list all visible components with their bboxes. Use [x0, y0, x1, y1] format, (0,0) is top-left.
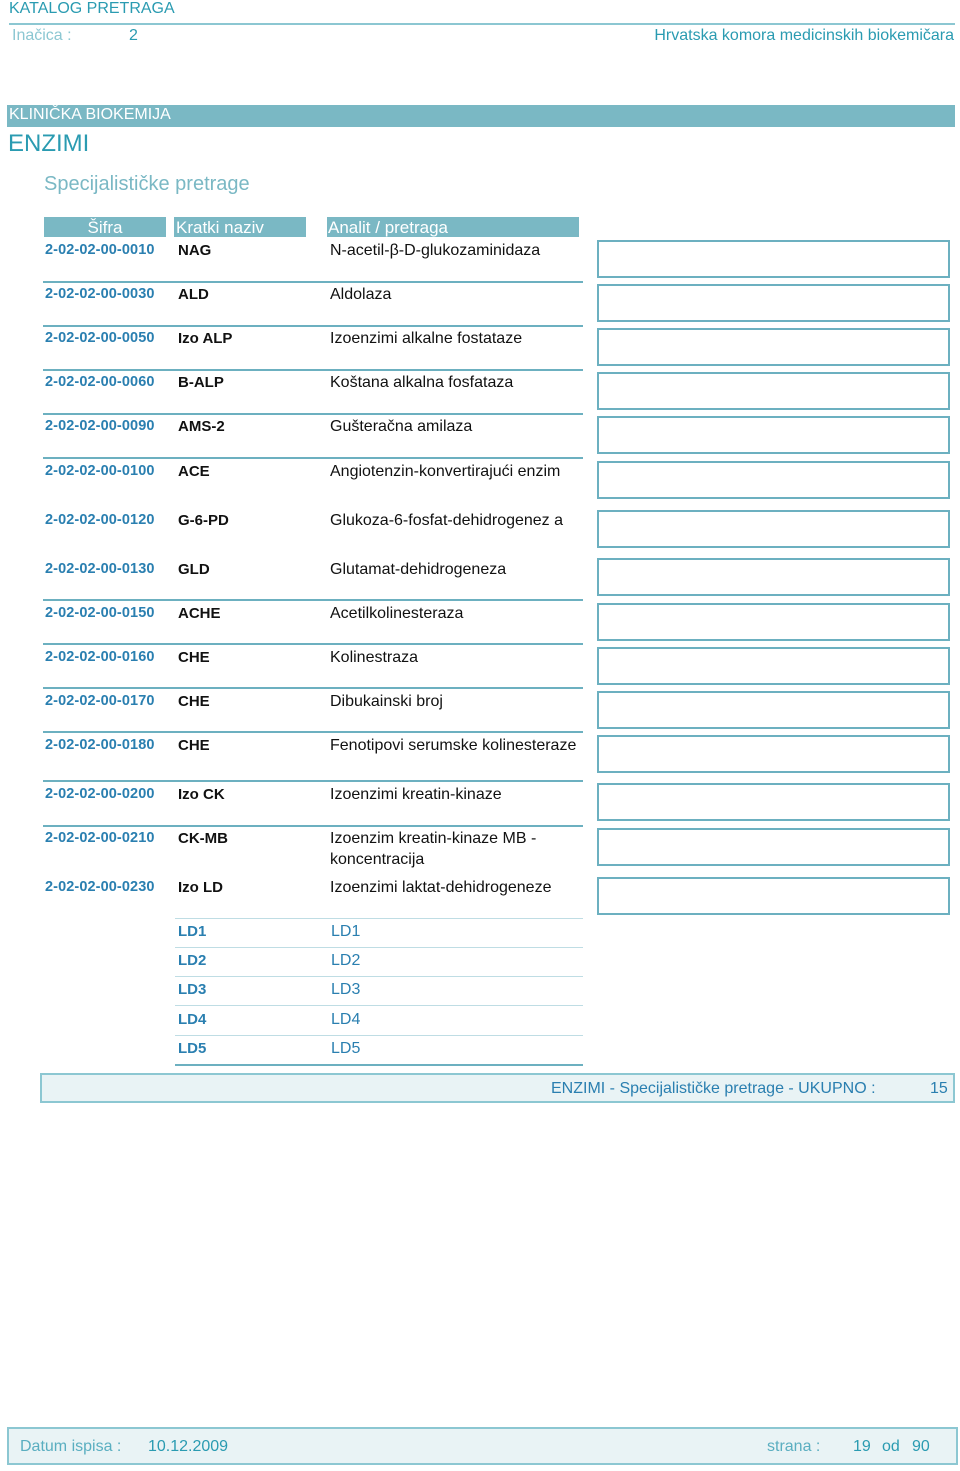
test-name: Aldolaza	[330, 286, 392, 303]
isoenzyme-short-name: LD3	[178, 981, 207, 998]
department-title: KLINIČKA BIOKEMIJA	[9, 106, 171, 123]
row-divider	[43, 780, 583, 782]
print-date: 10.12.2009	[148, 1438, 229, 1455]
total-label: ENZIMI - Specijalističke pretrage - UKUPNO :	[551, 1080, 876, 1097]
entry-box[interactable]	[597, 558, 950, 596]
row-divider	[43, 325, 583, 327]
entry-box[interactable]	[597, 416, 950, 454]
subsection-title: Specijalističke pretrage	[44, 173, 250, 195]
test-code: 2-02-02-00-0230	[45, 879, 155, 895]
test-code: 2-02-02-00-0200	[45, 786, 155, 802]
entry-box[interactable]	[597, 461, 950, 499]
test-short-name: CHE	[178, 649, 210, 666]
test-code: 2-02-02-00-0060	[45, 374, 155, 390]
test-code: 2-02-02-00-0180	[45, 737, 155, 753]
test-name: Glutamat-dehidrogeneza	[330, 561, 507, 578]
test-short-name: B-ALP	[178, 374, 224, 391]
isoenzyme-name: LD2	[331, 952, 361, 969]
column-header-name: Analit / pretraga	[327, 217, 579, 237]
row-divider	[43, 599, 583, 601]
test-code: 2-02-02-00-0210	[45, 830, 155, 846]
row-divider	[43, 643, 583, 645]
test-name: Koštana alkalna fosfataza	[330, 374, 514, 391]
isoenzyme-name: LD1	[331, 923, 361, 940]
catalog-title: KATALOG PRETRAGA	[9, 0, 175, 17]
total-count: 15	[930, 1080, 948, 1097]
row-divider	[175, 976, 583, 977]
test-name: Izoenzim kreatin-kinaze MB - koncentracija	[330, 830, 537, 868]
test-short-name: ACE	[178, 463, 210, 480]
entry-box[interactable]	[597, 510, 950, 548]
row-divider	[175, 1064, 583, 1066]
version-value: 2	[129, 27, 138, 44]
entry-box[interactable]	[597, 328, 950, 366]
test-code: 2-02-02-00-0100	[45, 463, 155, 479]
test-name: Izoenzimi alkalne fostataze	[330, 330, 523, 347]
entry-box[interactable]	[597, 603, 950, 641]
page-label: strana :	[767, 1438, 821, 1455]
page-current: 19	[853, 1438, 871, 1455]
test-code: 2-02-02-00-0170	[45, 693, 155, 709]
test-code: 2-02-02-00-0150	[45, 605, 155, 621]
entry-box[interactable]	[597, 284, 950, 322]
test-short-name: CHE	[178, 737, 210, 754]
row-divider	[43, 825, 583, 827]
row-divider	[175, 947, 583, 948]
version-label: Inačica :	[12, 27, 72, 44]
row-divider	[43, 731, 583, 733]
test-short-name: CHE	[178, 693, 210, 710]
test-short-name: ACHE	[178, 605, 221, 622]
section-title: ENZIMI	[8, 130, 90, 157]
page-of-label: od	[882, 1438, 900, 1455]
test-name: Angiotenzin-konvertirajući enzim	[330, 463, 561, 480]
row-divider	[43, 457, 583, 459]
row-divider	[43, 687, 583, 689]
test-short-name: NAG	[178, 242, 212, 259]
test-code: 2-02-02-00-0120	[45, 512, 155, 528]
entry-box[interactable]	[597, 783, 950, 821]
row-divider	[175, 1035, 583, 1036]
test-name: Izoenzimi kreatin-kinaze	[330, 786, 502, 803]
row-divider	[175, 918, 583, 919]
test-code: 2-02-02-00-0090	[45, 418, 155, 434]
header-divider	[9, 23, 955, 25]
row-divider	[43, 413, 583, 415]
test-short-name: ALD	[178, 286, 209, 303]
entry-box[interactable]	[597, 372, 950, 410]
isoenzyme-short-name: LD2	[178, 952, 207, 969]
isoenzyme-short-name: LD1	[178, 923, 207, 940]
row-divider	[43, 281, 583, 283]
test-code: 2-02-02-00-0050	[45, 330, 155, 346]
isoenzyme-name: LD5	[331, 1040, 361, 1057]
test-name: Fenotipovi serumske kolinesteraze	[330, 737, 577, 754]
test-short-name: AMS-2	[178, 418, 225, 435]
entry-box[interactable]	[597, 691, 950, 729]
test-name: Acetilkolinesteraza	[330, 605, 464, 622]
test-short-name: Izo ALP	[178, 330, 233, 347]
entry-box[interactable]	[597, 877, 950, 915]
column-header-code: Šifra	[44, 217, 166, 237]
entry-box[interactable]	[597, 647, 950, 685]
test-code: 2-02-02-00-0030	[45, 286, 155, 302]
column-header-short: Kratki naziv	[174, 217, 306, 237]
row-divider	[175, 1005, 583, 1006]
test-code: 2-02-02-00-0010	[45, 242, 155, 258]
isoenzyme-name: LD3	[331, 981, 361, 998]
test-short-name: GLD	[178, 561, 210, 578]
test-name: Dibukainski broj	[330, 693, 443, 710]
test-name: Izoenzimi laktat-dehidrogeneze	[330, 879, 552, 896]
test-name: Glukoza-6-fosfat-dehidrogenez a	[330, 512, 564, 529]
test-short-name: G-6-PD	[178, 512, 229, 529]
test-code: 2-02-02-00-0130	[45, 561, 155, 577]
isoenzyme-short-name: LD4	[178, 1011, 207, 1028]
entry-box[interactable]	[597, 828, 950, 866]
isoenzyme-short-name: LD5	[178, 1040, 207, 1057]
test-code: 2-02-02-00-0160	[45, 649, 155, 665]
test-short-name: CK-MB	[178, 830, 228, 847]
test-name: Kolinestraza	[330, 649, 419, 666]
page-total: 90	[912, 1438, 930, 1455]
row-divider	[43, 369, 583, 371]
test-short-name: Izo CK	[178, 786, 225, 803]
organization-name: Hrvatska komora medicinskih biokemičara	[654, 27, 954, 44]
print-date-label: Datum ispisa :	[20, 1438, 122, 1455]
isoenzyme-name: LD4	[331, 1011, 361, 1028]
entry-box[interactable]	[597, 240, 950, 278]
test-short-name: Izo LD	[178, 879, 223, 896]
entry-box[interactable]	[597, 735, 950, 773]
test-name: N-acetil-β-D-glukozaminidaza	[330, 242, 541, 259]
test-name: Gušteračna amilaza	[330, 418, 473, 435]
